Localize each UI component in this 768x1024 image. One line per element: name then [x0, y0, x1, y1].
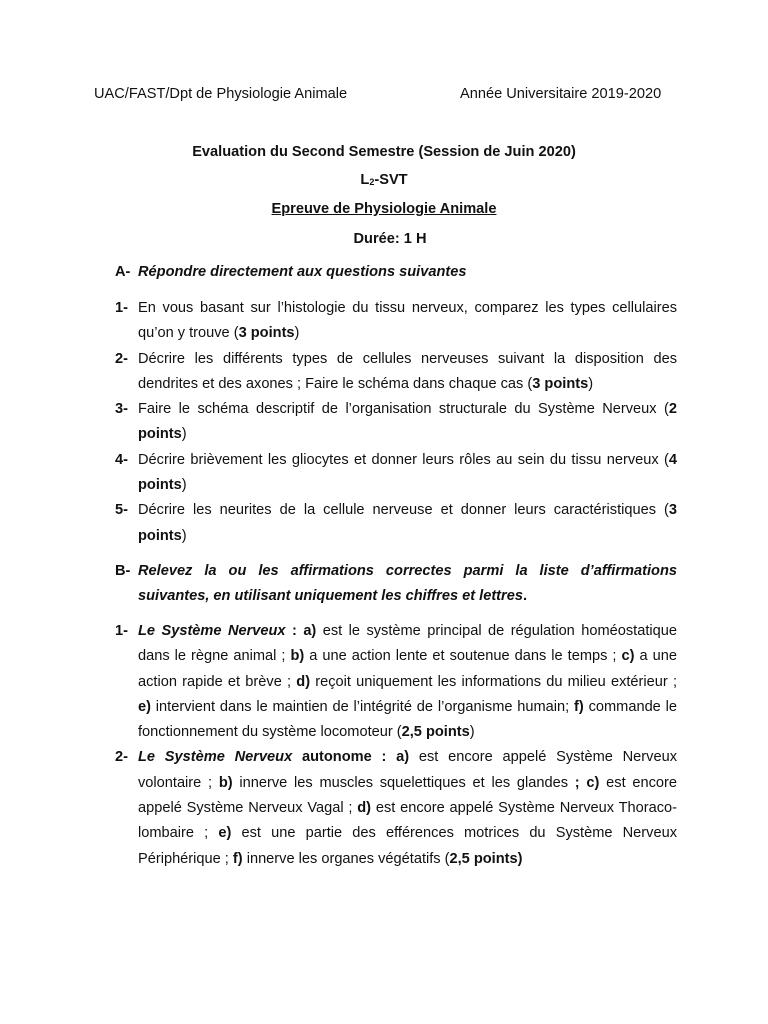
question-a4 — [115, 448, 677, 499]
section-b-instruction-end: . — [522, 588, 528, 605]
option-e-label: e) — [218, 825, 232, 842]
option-f-label: f) — [232, 850, 243, 867]
option-b-label: b) — [290, 648, 305, 665]
section-a — [115, 264, 677, 280]
question-a2 — [115, 347, 677, 398]
section-a-heading — [115, 264, 677, 280]
exam-title: Evaluation du Second Semestre (Session de Juin 2020) — [192, 144, 576, 160]
option-e-text: intervient dans le maintien de l’intégrité de l’organisme humain; — [150, 698, 575, 715]
question-number: 4- — [115, 451, 128, 468]
header-academic-year: Année Universitaire 2019-2020 — [460, 86, 662, 102]
question-topic: Le Système Nerveux — [138, 623, 286, 639]
question-end: ) — [294, 325, 300, 342]
option-c-text: est encore appelé Système Nerveux Vagal ; — [138, 774, 678, 817]
question-topic-rest: autonome : — [292, 749, 397, 766]
option-c-text: a une action rapide et brève ; — [138, 648, 677, 690]
question-a5 — [115, 498, 677, 549]
question-a3 — [115, 397, 677, 448]
question-b2 — [115, 745, 677, 871]
question-points: 2 points — [138, 401, 677, 443]
question-end: ) — [588, 375, 594, 392]
option-b-label: b) — [218, 774, 233, 791]
option-b-text: a une action lente et soutenue dans le temps ; — [304, 648, 622, 665]
question-points: 3 points — [238, 325, 295, 342]
option-a-label: a) — [303, 623, 317, 639]
question-text: Faire le schéma descriptif de l’organisation structurale du Système Nerveux ( — [138, 401, 669, 418]
option-c-label: c) — [621, 648, 635, 665]
exam-subject — [0, 201, 768, 217]
option-f-label: f) — [574, 698, 584, 715]
option-d-label: d) — [296, 673, 311, 690]
exam-level — [0, 172, 768, 188]
question-points: 2,5 points — [401, 724, 470, 741]
question-end: ) — [469, 724, 475, 741]
question-number: 3- — [115, 401, 128, 418]
option-d-text: est encore appelé Système Nerveux Thoraco-lombaire ; — [138, 800, 677, 842]
question-number: 1- — [115, 623, 128, 639]
option-d-label: d) — [357, 800, 372, 817]
section-a-label: A- — [115, 264, 131, 280]
option-a-label: a) — [396, 749, 410, 766]
option-b-text: innerve les muscles squelettiques et les glandes — [232, 774, 575, 791]
exam-duration: Durée: 1 H — [353, 231, 427, 247]
question-topic: Le Système Nerveux — [138, 749, 293, 766]
option-e-text: est une partie des efférences motrices du Système Nerveux Périphérique ; — [138, 825, 677, 867]
question-end: ) — [181, 527, 187, 544]
question-text: Décrire les neurites de la cellule nerveuse et donner leurs caractéristiques ( — [138, 502, 669, 519]
topic-colon: : — [285, 623, 304, 639]
option-c-label: ; c) — [574, 774, 600, 791]
question-number: 2- — [115, 350, 128, 367]
question-points: 2,5 points) — [449, 850, 523, 867]
question-number: 2- — [115, 749, 128, 766]
question-points: 3 points — [138, 502, 677, 544]
question-number: 1- — [115, 300, 128, 316]
level-letter: L — [360, 172, 370, 188]
section-b-questions — [115, 619, 677, 872]
section-b — [115, 559, 677, 610]
question-end: ) — [181, 477, 187, 494]
section-a-instruction: Répondre directement aux questions suivantes — [138, 264, 467, 280]
option-f-text: innerve les organes végétatifs ( — [242, 850, 450, 867]
level-rest: -SVT — [374, 172, 408, 188]
section-b-instruction: Relevez la ou les affirmations correctes parmi la liste d’affirmations suivantes, en utilisant uniquement les chiffres et lettres — [138, 563, 677, 605]
option-e-label: e) — [138, 698, 151, 715]
section-b-label: B- — [115, 563, 131, 579]
question-text: En vous basant sur l’histologie du tissu nerveux, comparez les types cellulaires qu’on y trouve ( — [138, 300, 677, 342]
question-points: 4 points — [138, 451, 677, 494]
section-a-questions — [115, 296, 677, 549]
option-a-text: est le système principal de régulation homéostatique dans le règne animal ; — [138, 623, 677, 665]
section-b-heading — [115, 559, 677, 610]
subject-text: Epreuve de Physiologie Animale — [271, 201, 497, 217]
question-number: 5- — [115, 502, 128, 519]
question-points: 3 points — [532, 375, 589, 392]
option-a-text: est encore appelé Système Nerveux volontaire ; — [138, 749, 677, 791]
header-institution: UAC/FAST/Dpt de Physiologie Animale — [94, 86, 348, 102]
question-b1 — [115, 619, 677, 745]
question-text: Décrire les différents types de cellules nerveuses suivant la disposition des dendrites et des axones ; Faire le schéma dans chaque cas ( — [138, 350, 677, 392]
question-a1 — [115, 296, 677, 347]
level-subscript: 2 — [369, 177, 375, 187]
option-d-text: reçoit uniquement les informations du milieu extérieur ; — [310, 673, 678, 690]
question-text: Décrire brièvement les gliocytes et donner leurs rôles au sein du tissu nerveux ( — [138, 451, 669, 468]
question-end: ) — [181, 426, 187, 443]
option-f-text: commande le fonctionnement du système locomoteur ( — [138, 698, 677, 741]
